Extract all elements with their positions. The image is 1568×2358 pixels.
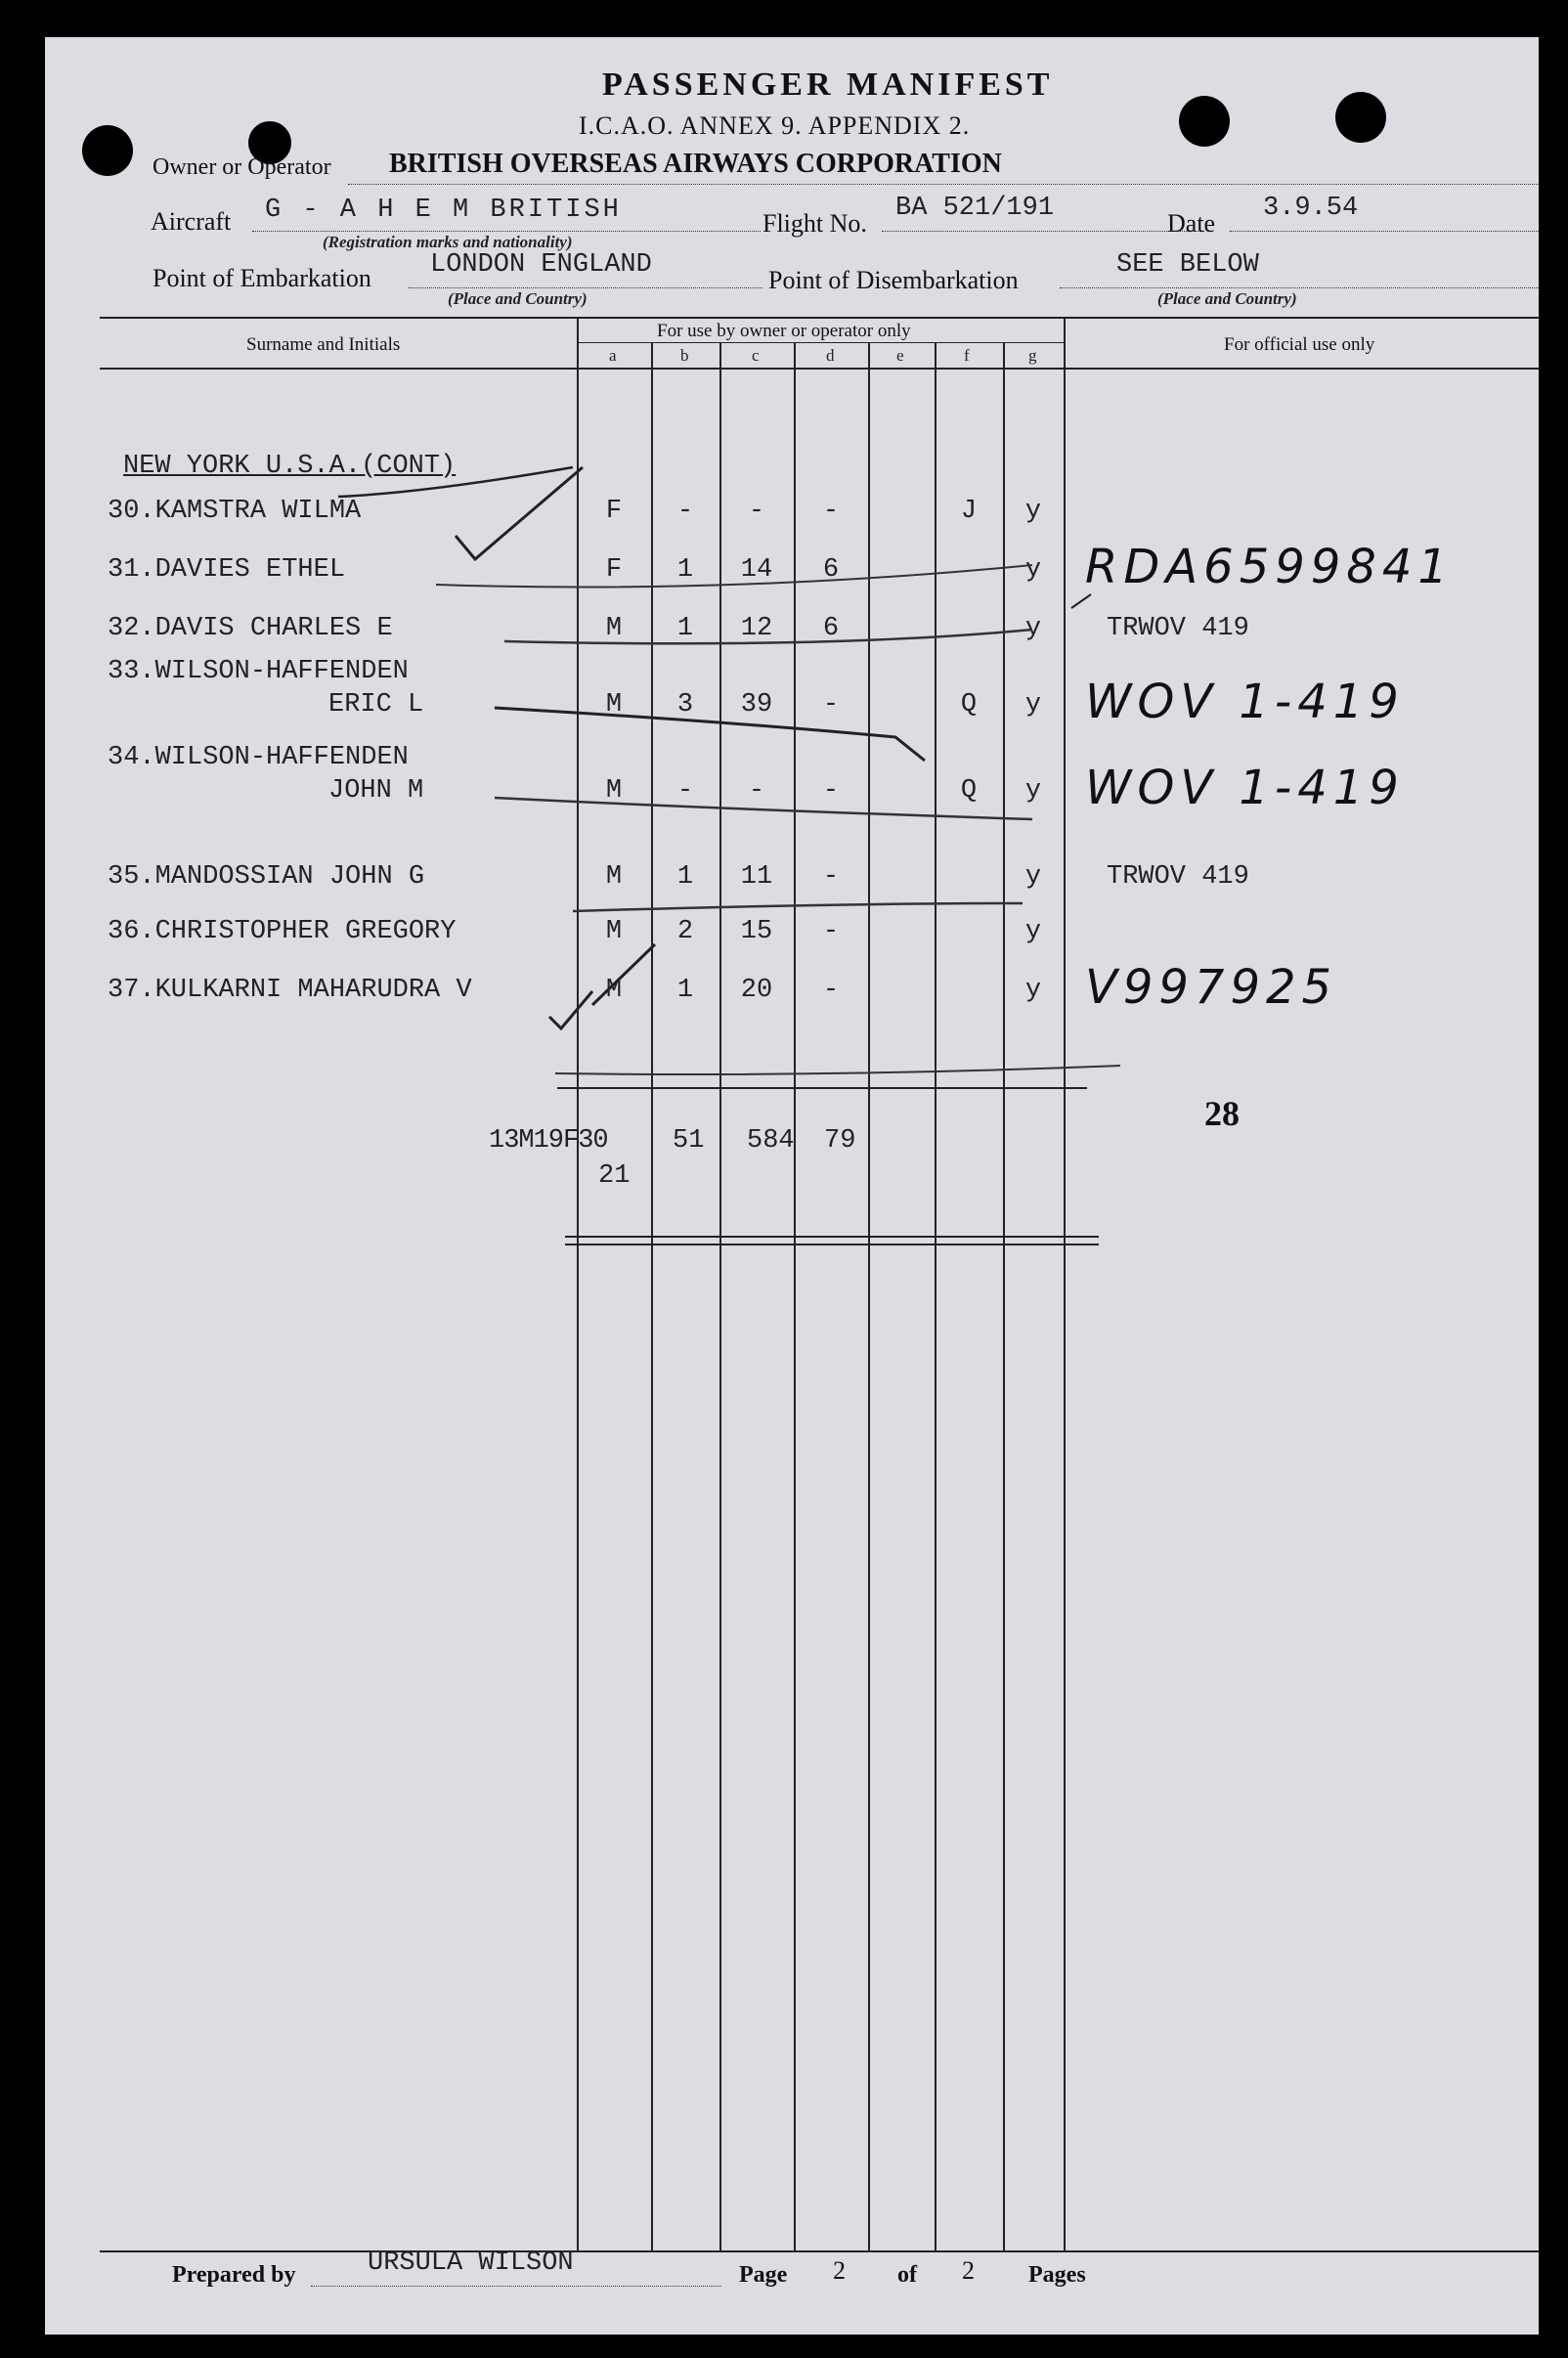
passenger-name: 37.KULKARNI MAHARUDRA V (108, 976, 472, 1005)
strike-line (495, 798, 1032, 819)
official-use-entry: TRWOV 419 (1107, 862, 1249, 892)
cell-f: Q (960, 776, 978, 806)
cell-g: y (1024, 917, 1042, 946)
cell-c: - (748, 776, 765, 806)
cell-b: 2 (676, 917, 694, 946)
cell-a: F (605, 555, 623, 585)
prepared-label: Prepared by (172, 2262, 296, 2288)
totals-b: 51 (673, 1126, 705, 1156)
cell-b: - (676, 776, 694, 806)
cell-d: - (822, 776, 840, 806)
aircraft-label: Aircraft (151, 207, 232, 236)
passenger-name: 32.DAVIS CHARLES E (108, 614, 393, 643)
cell-g: y (1024, 690, 1042, 720)
cell-c: 11 (740, 862, 773, 892)
flight-label: Flight No. (762, 209, 867, 238)
official-use-entry: V997925 (1085, 960, 1338, 1015)
cell-d: - (822, 976, 840, 1005)
date-value: 3.9.54 (1263, 194, 1359, 223)
cell-d: 6 (822, 614, 840, 643)
cell-a: M (605, 690, 623, 720)
totals-official: 28 (1204, 1094, 1240, 1133)
passenger-name-line2: JOHN M (328, 776, 424, 806)
annex-reference: I.C.A.O. ANNEX 9. APPENDIX 2. (579, 111, 971, 140)
col-letter-a: a (609, 346, 617, 365)
section-heading: NEW YORK U.S.A.(CONT) (123, 452, 457, 481)
disembarkation-note: (Place and Country) (1157, 289, 1297, 308)
passenger-name: 35.MANDOSSIAN JOHN G (108, 862, 425, 892)
cell-c: 39 (740, 690, 773, 720)
cell-c: 14 (740, 555, 773, 585)
check-mark (456, 467, 583, 559)
document-title: PASSENGER MANIFEST (602, 66, 1054, 103)
cell-a: M (605, 917, 623, 946)
page-value: 2 (833, 2256, 846, 2285)
aircraft-note: (Registration marks and nationality) (323, 233, 573, 251)
flight-value: BA 521/191 (895, 194, 1055, 223)
cell-a: F (605, 497, 623, 526)
col-letter-b: b (680, 346, 689, 365)
col-letter-c: c (752, 346, 760, 365)
col-letter-f: f (964, 346, 970, 365)
of-label: of (897, 2262, 917, 2288)
cell-a: M (605, 614, 623, 643)
col-letter-e: e (896, 346, 904, 365)
cell-g: y (1024, 497, 1042, 526)
cell-g: y (1024, 976, 1042, 1005)
passenger-name: 33.WILSON-HAFFENDEN (108, 657, 409, 686)
embarkation-value: LONDON ENGLAND (430, 250, 652, 280)
col-letter-d: d (826, 346, 835, 365)
strike-line (436, 565, 1032, 588)
page-label: Page (739, 2262, 788, 2288)
totals-label: 13M19F30 (489, 1126, 608, 1156)
cell-f: J (960, 497, 978, 526)
col-header-owner-use: For use by owner or operator only (657, 321, 911, 341)
totals-a2: 21 (598, 1161, 631, 1191)
passenger-name: 31.DAVIES ETHEL (108, 555, 346, 585)
cell-a: M (605, 862, 623, 892)
cell-f: Q (960, 690, 978, 720)
cell-c: - (748, 497, 765, 526)
strike-line (555, 1066, 1120, 1074)
check-mark (549, 991, 592, 1028)
passenger-name: 30.KAMSTRA WILMA (108, 497, 362, 526)
of-value: 2 (962, 2256, 975, 2285)
aircraft-value: G - A H E M BRITISH (265, 196, 622, 225)
cell-c: 12 (740, 614, 773, 643)
disembarkation-value: SEE BELOW (1116, 250, 1259, 280)
strike-line (495, 708, 925, 761)
cell-b: 1 (676, 614, 694, 643)
cell-d: - (822, 917, 840, 946)
embarkation-note: (Place and Country) (448, 289, 588, 308)
manifest-page (45, 37, 1539, 2335)
strike-line (1071, 594, 1091, 608)
embarkation-label: Point of Embarkation (152, 264, 371, 292)
official-use-entry: WOV 1-419 (1085, 761, 1405, 815)
official-use-entry: RDA6599841 (1085, 540, 1454, 594)
cell-a: M (605, 976, 623, 1005)
disembarkation-label: Point of Disembarkation (768, 266, 1019, 294)
cell-d: - (822, 690, 840, 720)
cell-g: y (1024, 614, 1042, 643)
passenger-name: 34.WILSON-HAFFENDEN (108, 743, 409, 772)
cell-g: y (1024, 862, 1042, 892)
cell-d: - (822, 497, 840, 526)
totals-c: 584 (747, 1126, 795, 1156)
col-letter-g: g (1028, 346, 1037, 365)
check-mark (592, 944, 655, 1005)
cell-b: 1 (676, 862, 694, 892)
passenger-name-line2: ERIC L (328, 690, 424, 720)
cell-g: y (1024, 776, 1042, 806)
pen-marks (45, 37, 1539, 2335)
prepared-value: URSULA WILSON (368, 2249, 574, 2278)
totals-d: 79 (824, 1126, 856, 1156)
pages-label: Pages (1028, 2262, 1086, 2288)
date-label: Date (1167, 209, 1216, 238)
check-mark (338, 467, 573, 497)
cell-d: 6 (822, 555, 840, 585)
cell-b: - (676, 497, 694, 526)
cell-b: 1 (676, 976, 694, 1005)
cell-a: M (605, 776, 623, 806)
cell-g: y (1024, 555, 1042, 585)
strike-line (573, 903, 1023, 911)
owner-value: BRITISH OVERSEAS AIRWAYS CORPORATION (389, 149, 1002, 179)
official-use-entry: WOV 1-419 (1085, 675, 1405, 729)
passenger-name: 36.CHRISTOPHER GREGORY (108, 917, 457, 946)
cell-d: - (822, 862, 840, 892)
col-header-official: For official use only (1224, 334, 1375, 355)
official-use-entry: TRWOV 419 (1107, 614, 1249, 643)
strike-line (504, 630, 1032, 643)
cell-b: 1 (676, 555, 694, 585)
owner-label: Owner or Operator (152, 154, 331, 180)
cell-c: 15 (740, 917, 773, 946)
col-header-surname: Surname and Initials (246, 334, 401, 355)
cell-c: 20 (740, 976, 773, 1005)
cell-b: 3 (676, 690, 694, 720)
